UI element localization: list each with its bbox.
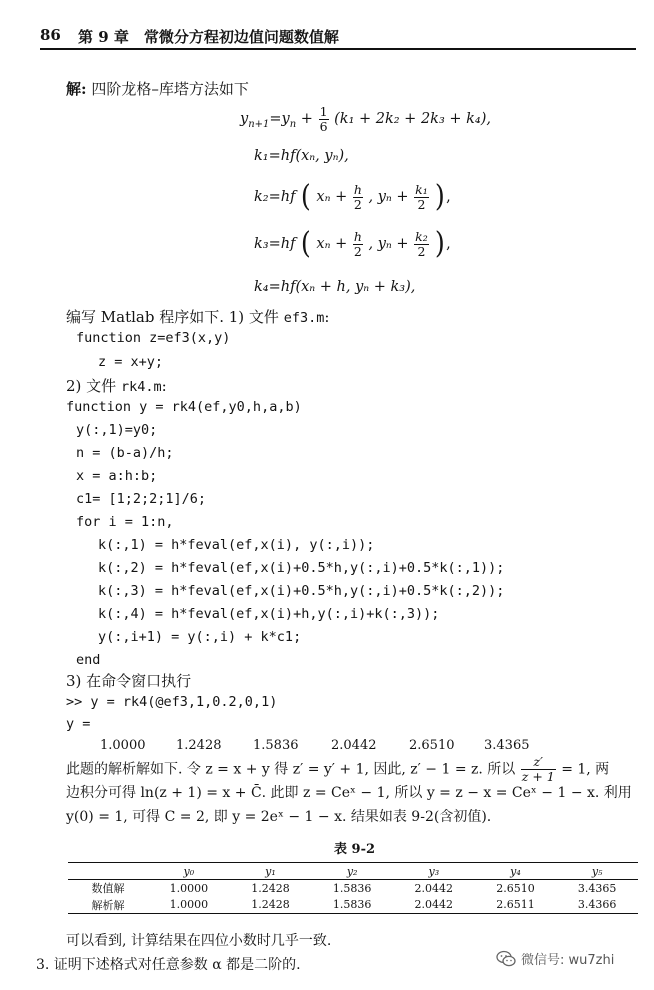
analysis-fraction [521,755,556,784]
frac-denominator: 6 [319,118,328,134]
code-line: k(:,4) = h*feval(ef,x(i)+h,y(:,i)+k(:,3)); [98,606,440,622]
conclusion-text: 可以看到, 计算结果在四位小数时几乎一致. [66,933,332,949]
output-label: y = [66,716,91,732]
file2-colon: : [161,377,167,395]
formula-k3-frac2 [414,230,429,259]
formula-k2-end: , [446,189,451,205]
table-row [68,880,638,897]
table-header-cell: y₅ [556,863,638,880]
table-cell: 2.6511 [475,897,557,914]
filename-rk4: rk4.m [120,379,162,395]
frac-denominator: 2 [417,243,426,259]
formula-update-frac [319,105,329,134]
frac-denominator: z + 1 [521,769,555,784]
output-values [100,738,544,753]
right-paren-icon: ) [435,226,446,261]
code-line: k(:,2) = h*feval(ef,x(i)+0.5*h,y(:,i)+0.5*k(:,1)); [98,560,505,576]
step3-heading: 3) 在命令窗口执行 [66,672,192,690]
exercise-3: 3. 证明下述格式对任意参数 α 都是二阶的. [36,957,301,973]
file2-heading [66,375,167,396]
file2-text: 2) 文件 [66,377,121,395]
formula-k1: k₁=hf(xₙ, yₙ), [254,148,349,164]
formula-k3-b: , yₙ + [368,236,409,252]
frac-numerator: h [353,181,362,197]
formula-update-lhs: y [240,111,249,127]
frac-numerator: z′ [521,755,556,770]
solution-label: 解: [66,80,87,98]
formula-k4: k₄=hf(xₙ + h, yₙ + k₃), [254,279,416,295]
matlab-intro [66,306,329,327]
page-number: 86 [40,26,61,44]
output-value: 2.6510 [409,738,455,753]
frac-numerator: h [353,228,362,244]
formula-update-sub2: n [289,118,297,130]
table-header-row [68,863,638,880]
frac-denominator: 2 [353,196,362,212]
formula-update-sub: n+1 [248,118,270,130]
formula-k2-lhs: k₂=hf [254,189,296,205]
table-cell: 1.0000 [169,881,209,895]
code-line: c1= [1;2;2;1]/6; [76,491,207,507]
table-cell: 1.0000 [148,897,230,914]
filename-ef3: ef3.m [283,310,325,326]
frac-numerator: k₁ [415,181,428,197]
formula-k2 [254,178,451,216]
output-value: 3.4365 [484,738,530,753]
table-cell: 2.0442 [414,881,454,895]
code-line: function y = rk4(ef,y0,h,a,b) [66,399,302,415]
table-row-label: 数值解 [91,882,125,896]
formula-k2-frac2 [414,183,429,212]
table-cell: 1.2428 [230,897,312,914]
analysis-line-1 [66,755,609,784]
table-row [68,897,638,914]
code-line: y(:,1)=y0; [76,422,158,438]
table-cell: 3.4365 [577,881,617,895]
formula-k3 [254,225,451,263]
right-paren-icon: ) [435,179,446,214]
code-line: y(:,i+1) = y(:,i) + k*c1; [98,629,302,645]
code-line: z = x+y; [98,354,164,370]
code-line: function z=ef3(x,y) [76,330,231,346]
formula-k2-b: , yₙ + [368,189,409,205]
formula-update-rest: (k₁ + 2k₂ + 2k₃ + k₄), [334,111,491,127]
frac-denominator: 2 [353,243,362,259]
frac-numerator: k₂ [415,228,428,244]
frac-denominator: 2 [417,196,426,212]
output-value: 2.0442 [331,738,377,753]
table-header-cell: y₄ [475,863,557,880]
command-line: >> y = rk4(@ef3,1,0.2,0,1) [66,694,278,710]
formula-k3-lhs: k₃=hf [254,236,296,252]
left-paren-icon: ( [300,179,311,214]
analysis-line-2: 边积分可得 ln(z + 1) = x + C̄. 此即 z = Ceˣ − 1, 所以 y = z − x = Ceˣ − 1 − x. 利用 [66,785,632,801]
table-cell: 1.2428 [251,881,290,895]
table-row-label: 解析解 [68,897,148,914]
code-line: n = (b-a)/h; [76,445,174,461]
table-cell: 2.6510 [496,881,535,895]
formula-update-plus: + [296,111,318,127]
code-line: for i = 1:n, [76,514,174,530]
formula-update [240,104,491,140]
formula-update-mid: =y [269,111,290,127]
analysis-line-3: y(0) = 1, 可得 C = 2, 即 y = 2eˣ − 1 − x. 结果如表 9-2(含初值). [66,809,492,825]
table-header-cell: y₀ [148,863,230,880]
table-cell: 1.5836 [311,897,393,914]
table-header-cell: y₁ [230,863,312,880]
code-line: end [76,652,101,668]
formula-k2-a: xₙ + [316,189,348,205]
matlab-intro-text: 编写 Matlab 程序如下. 1) 文件 [66,308,284,326]
output-value: 1.5836 [253,738,299,753]
analysis-line-1-b: = 1, 两 [561,761,610,778]
results-table [68,862,638,914]
code-line: k(:,1) = h*feval(ef,x(i), y(:,i)); [98,537,375,553]
matlab-intro-colon: : [324,308,330,326]
output-value: 1.2428 [176,738,222,753]
table-header-cell: y₃ [393,863,475,880]
formula-k3-frac1 [353,230,363,259]
wechat-icon [496,950,516,968]
formula-k3-a: xₙ + [316,236,348,252]
formula-k3-end: , [446,236,451,252]
output-value: 1.0000 [100,738,146,753]
code-line: x = a:h:b; [76,468,158,484]
table-header-cell: y₂ [311,863,393,880]
table-cell: 1.5836 [332,881,372,895]
chapter-title: 第 9 章 常微分方程初边值问题数值解 [78,28,339,46]
left-paren-icon: ( [300,226,311,261]
formula-k2-frac1 [353,183,363,212]
solution-intro [66,78,249,99]
header-rule [40,48,636,50]
table-caption: 表 9-2 [334,842,376,857]
frac-numerator: 1 [319,103,328,119]
watermark-text: 微信号: wu7zhi [521,953,615,968]
table-header-cell [68,863,148,880]
table-cell: 3.4366 [556,897,638,914]
code-line: k(:,3) = h*feval(ef,x(i)+0.5*h,y(:,i)+0.5*k(:,2)); [98,583,505,599]
analysis-line-1-a: 此题的解析解如下. 令 z = x + y 得 z′ = y′ + 1, 因此, z′ − 1 = z. 所以 [66,761,516,778]
table-cell: 2.0442 [393,897,475,914]
solution-intro-text: 四阶龙格–库塔方法如下 [91,80,249,98]
watermark [496,949,614,968]
